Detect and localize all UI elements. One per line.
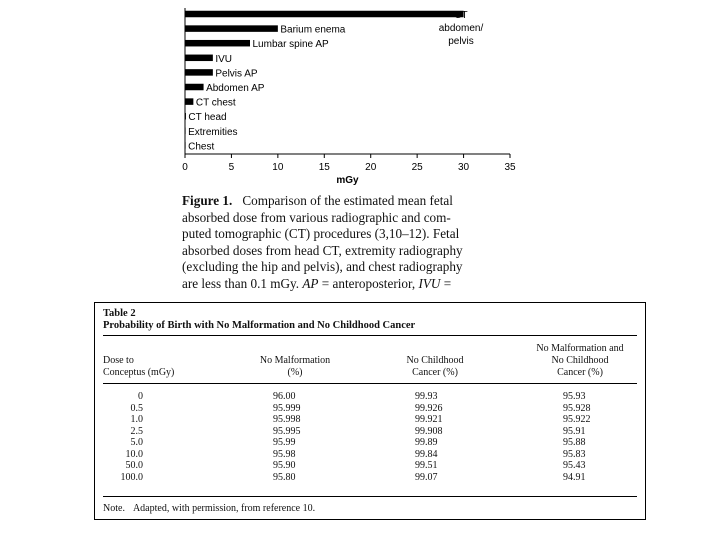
header-nm-line-2: (%) xyxy=(287,367,303,378)
figure-label: Figure 1. xyxy=(182,193,233,208)
table-cell: 95.83 xyxy=(563,448,586,460)
header-nm-line-1: No Malformation xyxy=(259,355,331,366)
table-cell: 95.88 xyxy=(563,437,586,448)
header-dose-line-1: Dose to xyxy=(103,355,134,366)
figure-caption xyxy=(182,193,527,293)
header-comb-line-2: No Childhood xyxy=(551,355,609,366)
x-tick-label: 25 xyxy=(411,162,423,173)
header-comb-line-1: No Malformation and xyxy=(536,343,624,354)
table-cell: 99.926 xyxy=(415,402,443,414)
table-cell: 99.89 xyxy=(415,437,438,448)
table-label: Table 2 xyxy=(103,308,136,319)
table-top-rule xyxy=(103,335,637,336)
bar-5 xyxy=(185,84,204,91)
header-comb-line-3: Cancer (%) xyxy=(557,367,603,378)
column-no-childhood-cancer xyxy=(415,391,443,483)
table-cell: 99.51 xyxy=(415,460,438,471)
bar-label: Extremities xyxy=(188,126,238,138)
note-text: Adapted, with permission, from reference 10. xyxy=(132,503,316,514)
x-axis-ticks xyxy=(182,154,516,173)
bar-label: Abdomen AP xyxy=(206,83,265,94)
caption-text-1: Comparison of the estimated mean fetal xyxy=(242,193,453,208)
table-cell: 94.91 xyxy=(563,471,586,483)
bar-label: Lumbar spine AP xyxy=(252,39,329,51)
x-tick-label: 15 xyxy=(318,162,330,173)
table-bottom-rule xyxy=(103,496,637,497)
table-cell: 99.07 xyxy=(415,471,438,483)
caption-line-1 xyxy=(182,193,527,210)
table-cell: 95.93 xyxy=(563,391,586,402)
caption-line-4: absorbed doses from head CT, extremity radiography xyxy=(182,242,463,258)
bar-0 xyxy=(185,11,464,18)
table-cell: 10.0 xyxy=(125,448,143,460)
table-cell: 50.0 xyxy=(125,460,143,471)
table-cell: 99.921 xyxy=(415,414,443,425)
table-cell: 95.995 xyxy=(273,425,301,437)
table-cell: 95.98 xyxy=(273,448,296,460)
table-header-rule xyxy=(103,383,637,384)
fetal-dose-bar-chart xyxy=(178,4,528,190)
table-cell: 2.5 xyxy=(130,425,143,437)
table-cell: 99.908 xyxy=(415,425,443,437)
bar-label: CT head xyxy=(188,112,227,124)
bar-label: Chest xyxy=(188,141,215,153)
table-heading xyxy=(103,308,415,332)
x-tick-label: 20 xyxy=(365,162,377,173)
header-dose xyxy=(103,355,174,379)
table-cell: 1.0 xyxy=(130,414,143,425)
bar-2 xyxy=(185,40,250,47)
table-cell: 0.5 xyxy=(130,402,143,414)
header-ncc-line-2: Cancer (%) xyxy=(412,367,458,378)
caption-line-3: puted tomographic (CT) procedures (3,10–12). Fetal xyxy=(182,226,460,242)
table-cell: 95.80 xyxy=(273,471,296,483)
caption-text-6: are less than 0.1 mGy. xyxy=(182,275,300,291)
x-tick-label: 10 xyxy=(272,162,284,173)
x-tick-label: 5 xyxy=(228,162,235,173)
table-cell: 100.0 xyxy=(120,471,143,483)
bar-label: abdomen/ xyxy=(438,23,484,34)
table-cell: 99.93 xyxy=(415,391,438,402)
header-no-malformation xyxy=(235,355,355,379)
column-no-malformation xyxy=(273,391,301,483)
abbrev-ap: AP xyxy=(302,275,319,291)
x-tick-label: 30 xyxy=(458,162,470,173)
bar-label: Barium enema xyxy=(280,24,346,36)
header-combined xyxy=(515,343,645,379)
caption-line-5: (excluding the hip and pelvis), and chest radiography xyxy=(182,259,463,275)
table-cell: 95.43 xyxy=(563,460,586,471)
table-cell: 95.90 xyxy=(273,460,296,471)
x-tick-label: 35 xyxy=(504,162,516,173)
bar-6 xyxy=(185,98,193,105)
x-axis-label: mGy xyxy=(336,175,359,186)
column-combined xyxy=(563,391,591,483)
bar-label: IVU xyxy=(215,53,233,65)
caption-line-6 xyxy=(182,276,527,293)
table-cell: 95.922 xyxy=(563,414,591,425)
table-cell: 95.99 xyxy=(273,437,296,448)
note-label: Note. xyxy=(103,503,125,514)
header-dose-line-2: Conceptus (mGy) xyxy=(103,367,175,378)
bars-layer xyxy=(185,10,483,152)
bar-label: CT xyxy=(454,10,468,21)
table-cell: 5.0 xyxy=(130,437,143,448)
bar-label: pelvis xyxy=(448,36,474,47)
abbrev-ivu: IVU xyxy=(418,275,441,291)
abbrev-ivu-def: = xyxy=(440,275,452,291)
table-title: Probability of Birth with No Malformation and No Childhood Cancer xyxy=(103,320,416,331)
table-cell: 95.928 xyxy=(563,402,591,414)
table-cell: 95.998 xyxy=(273,414,301,425)
abbrev-ap-def: = anteroposterior, xyxy=(318,275,419,291)
bar-3 xyxy=(185,55,213,62)
bar-1 xyxy=(185,25,278,32)
table-cell: 99.84 xyxy=(415,448,438,460)
column-dose xyxy=(103,391,143,483)
table-cell: 95.91 xyxy=(563,425,586,437)
probability-table xyxy=(94,302,646,520)
bar-label: Pelvis AP xyxy=(215,68,258,80)
header-no-childhood-cancer xyxy=(375,355,495,379)
header-ncc-line-1: No Childhood xyxy=(406,355,464,366)
bar-4 xyxy=(185,69,213,76)
table-cell: 96.00 xyxy=(273,391,296,402)
bar-label: CT chest xyxy=(195,97,236,109)
table-cell: 0 xyxy=(138,391,143,402)
caption-line-2: absorbed dose from various radiographic and com- xyxy=(182,209,451,225)
table-cell: 95.999 xyxy=(273,402,301,414)
x-tick-label: 0 xyxy=(182,162,188,173)
table-note xyxy=(103,503,315,514)
